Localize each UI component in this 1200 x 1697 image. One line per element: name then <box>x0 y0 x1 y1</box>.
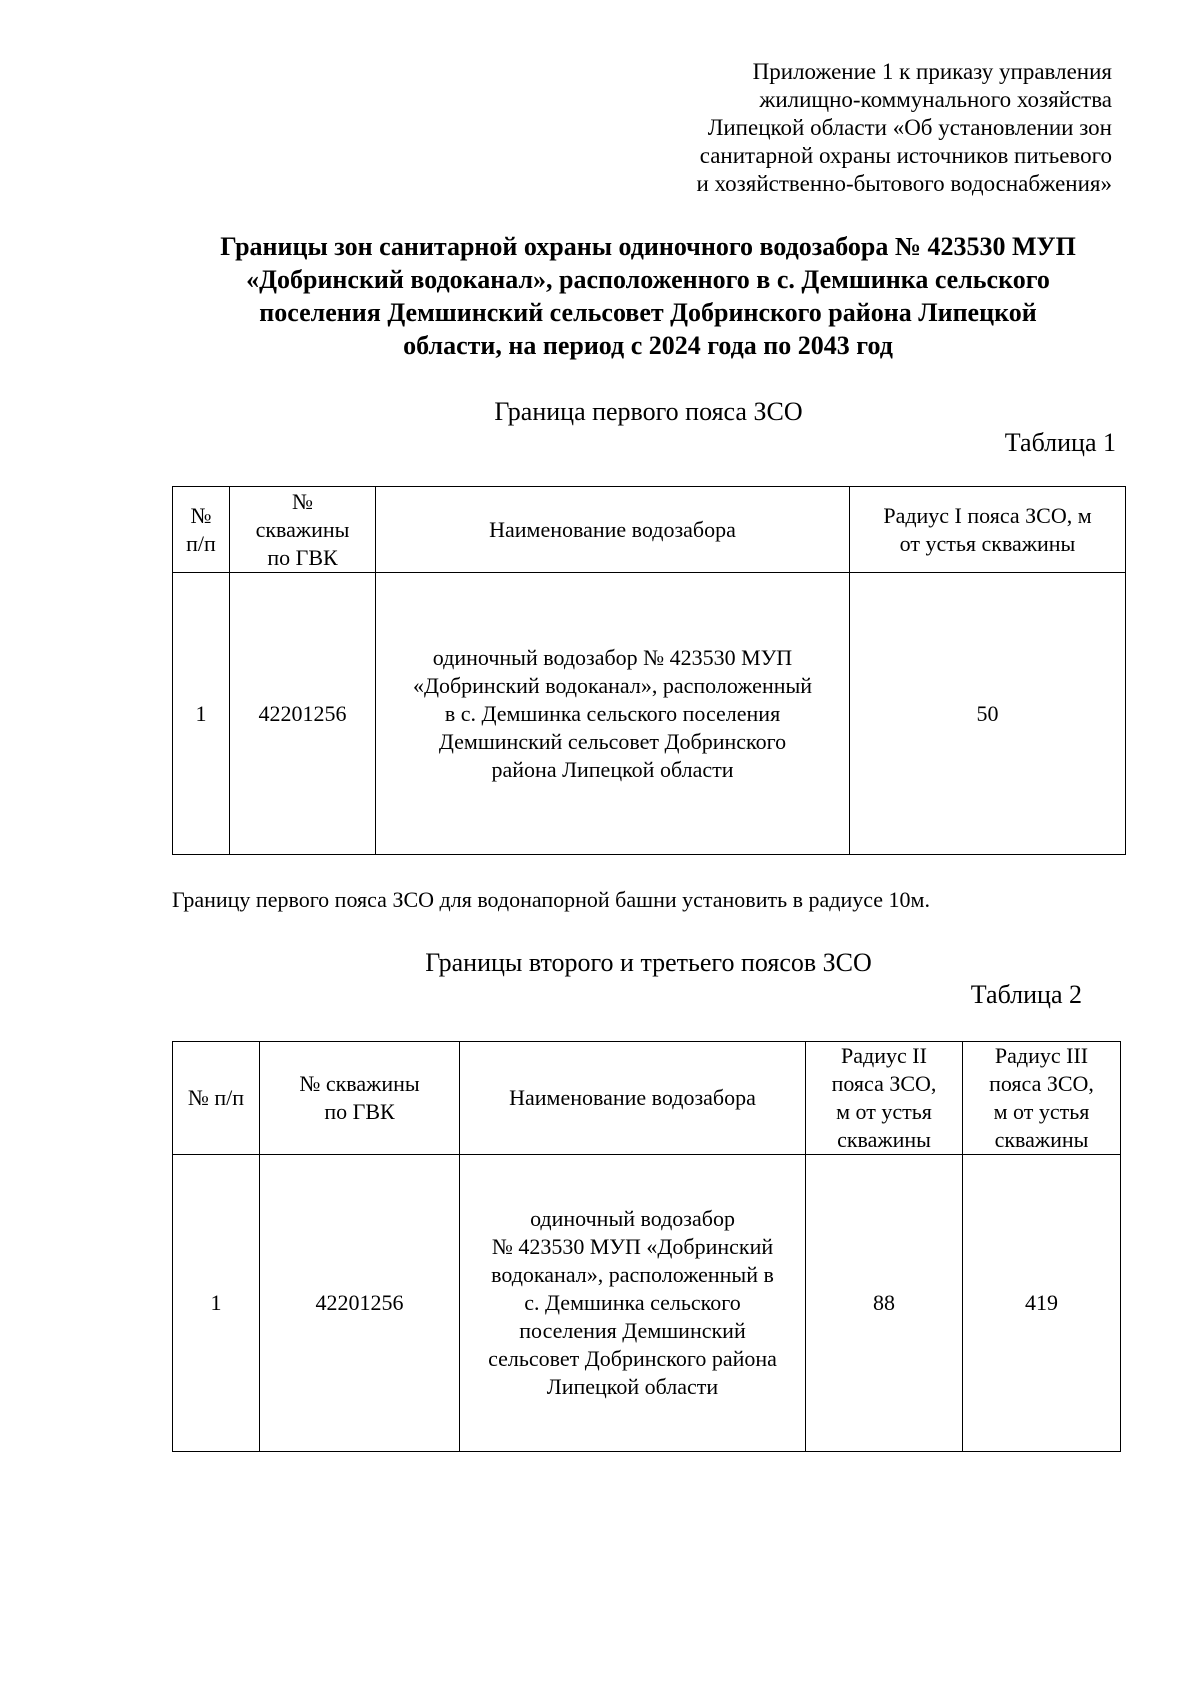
appendix-line: Приложение 1 к приказу управления <box>752 59 1112 84</box>
document-title <box>120 230 1176 362</box>
note-text: Границу первого пояса ЗСО для водонапорной башни установить в радиусе 10м. <box>172 887 930 912</box>
table-row <box>173 1155 1121 1452</box>
table2-header-radius3: Радиус III пояса ЗСО, м от устья скважины <box>963 1042 1121 1155</box>
appendix-line: санитарной охраны источников питьевого <box>699 143 1112 168</box>
table-row <box>173 573 1126 855</box>
table1-header-row <box>173 487 1126 573</box>
table1-header-radius: Радиус I пояса ЗСО, м от устья скважины <box>850 487 1126 573</box>
table1-cell-num: 1 <box>173 573 230 855</box>
section1-title: Граница первого пояса ЗСО <box>494 397 803 426</box>
table2-header-radius2: Радиус II пояса ЗСО, м от устья скважины <box>806 1042 963 1155</box>
table1-label: Таблица 1 <box>1004 428 1116 457</box>
table1-cell-well: 42201256 <box>230 573 376 855</box>
table1-header-well: № скважины по ГВК <box>230 487 376 573</box>
table2-cell-radius3: 419 <box>963 1155 1121 1452</box>
table1-header-num: № п/п <box>173 487 230 573</box>
table2 <box>172 1041 1121 1452</box>
title-line: области, на период с 2024 года по 2043 год <box>403 331 893 360</box>
table2-cell-num: 1 <box>173 1155 260 1452</box>
table2-header-well: № скважины по ГВК <box>260 1042 460 1155</box>
title-line: «Добринский водоканал», расположенного в с. Демшинка сельского <box>246 265 1050 294</box>
appendix-header <box>512 58 1112 198</box>
appendix-line: Липецкой области «Об установлении зон <box>707 115 1112 140</box>
appendix-line: и хозяйственно-бытового водоснабжения» <box>696 171 1112 196</box>
appendix-line: жилищно-коммунального хозяйства <box>759 87 1112 112</box>
table2-header-row <box>173 1042 1121 1155</box>
table1 <box>172 486 1126 855</box>
table2-header-num: № п/п <box>173 1042 260 1155</box>
table2-cell-radius2: 88 <box>806 1155 963 1452</box>
table2-cell-name: одиночный водозабор № 423530 МУП «Добринский водоканал», расположенный в с. Демшинка сельского поселения Демшинский сельсовет Добринского района Липецкой области <box>460 1155 806 1452</box>
section2-title: Границы второго и третьего поясов ЗСО <box>425 948 872 977</box>
table2-header-name: Наименование водозабора <box>460 1042 806 1155</box>
table2-cell-well: 42201256 <box>260 1155 460 1452</box>
title-line: поселения Демшинский сельсовет Добринского района Липецкой <box>259 298 1037 327</box>
table1-cell-radius: 50 <box>850 573 1126 855</box>
table2-label: Таблица 2 <box>970 980 1082 1009</box>
table1-cell-name: одиночный водозабор № 423530 МУП «Добринский водоканал», расположенный в с. Демшинка сельского поселения Демшинский сельсовет Добринского района Липецкой области <box>376 573 850 855</box>
title-line: Границы зон санитарной охраны одиночного водозабора № 423530 МУП <box>220 232 1076 261</box>
table1-header-name: Наименование водозабора <box>376 487 850 573</box>
